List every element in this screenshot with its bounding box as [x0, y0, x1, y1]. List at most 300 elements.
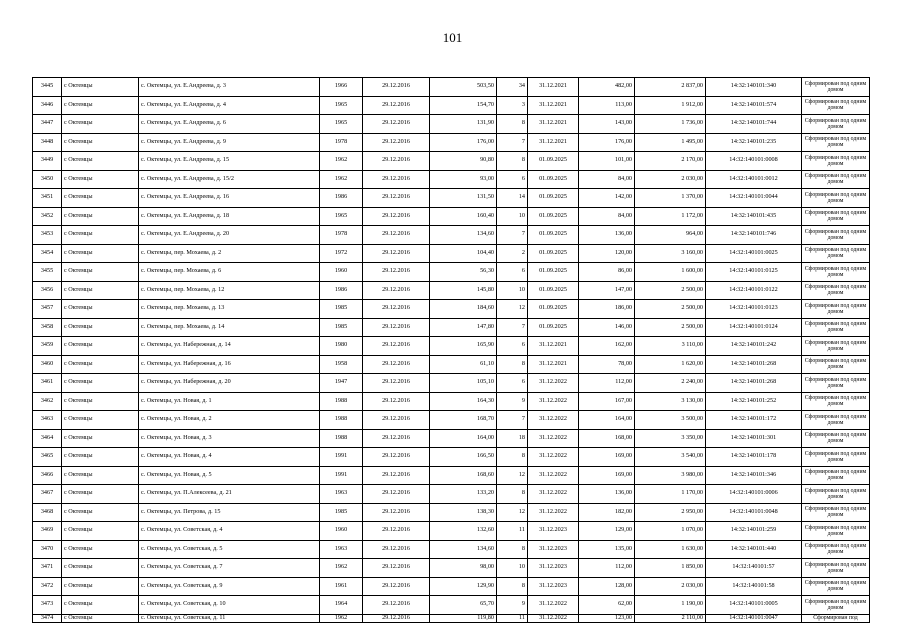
cell-cost: 3 130,00 — [635, 392, 706, 411]
cell-count: 12 — [497, 466, 528, 485]
cell-year: 1978 — [320, 226, 363, 245]
cell-note: Сформирован под одним домом — [802, 189, 870, 208]
cell-cost: 1 850,00 — [635, 559, 706, 578]
cell-cadastral: 14:32:140101:340 — [706, 78, 802, 97]
cell-area2: 182,00 — [579, 503, 635, 522]
cell-year: 1965 — [320, 115, 363, 134]
cell-id: 3463 — [33, 411, 62, 430]
cell-cost: 2 240,00 — [635, 374, 706, 393]
cell-area2: 169,00 — [579, 448, 635, 467]
cell-count: 6 — [497, 170, 528, 189]
cell-area: 119,80 — [430, 614, 497, 622]
cell-area: 98,00 — [430, 559, 497, 578]
cell-count: 34 — [497, 78, 528, 97]
cell-settlement: с Октемцы — [62, 559, 139, 578]
cell-settlement: с Октемцы — [62, 189, 139, 208]
cell-cost: 1 070,00 — [635, 522, 706, 541]
table-row — [33, 189, 870, 208]
cell-area: 65,70 — [430, 596, 497, 615]
cell-note: Сформирован под одним домом — [802, 337, 870, 356]
table-row — [33, 355, 870, 374]
cell-count: 9 — [497, 392, 528, 411]
cell-cost: 3 540,00 — [635, 448, 706, 467]
cell-area2: 84,00 — [579, 170, 635, 189]
cell-date: 29.12.2016 — [363, 374, 430, 393]
cell-year: 1963 — [320, 485, 363, 504]
cell-id: 3470 — [33, 540, 62, 559]
cell-date: 29.12.2016 — [363, 392, 430, 411]
cell-area: 129,90 — [430, 577, 497, 596]
cell-area: 168,70 — [430, 411, 497, 430]
cell-cadastral: 14:32:140101:574 — [706, 96, 802, 115]
cell-settlement: с Октемцы — [62, 392, 139, 411]
cell-cadastral: 14:32:140101:0008 — [706, 152, 802, 171]
cell-id: 3454 — [33, 244, 62, 263]
cell-note: Сформирован под одним домом — [802, 300, 870, 319]
cell-date: 29.12.2016 — [363, 429, 430, 448]
cell-note: Сформирован под одним домом — [802, 78, 870, 97]
cell-cadastral: 14:32:140101:0006 — [706, 485, 802, 504]
cell-settlement: с Октемцы — [62, 318, 139, 337]
cell-area: 176,00 — [430, 133, 497, 152]
cell-note: Сформирован под одним домом — [802, 411, 870, 430]
cell-date: 29.12.2016 — [363, 281, 430, 300]
cell-count: 12 — [497, 300, 528, 319]
cell-date: 29.12.2016 — [363, 78, 430, 97]
cell-deadline: 01.09.2025 — [528, 318, 579, 337]
cell-area: 132,60 — [430, 522, 497, 541]
cell-settlement: с Октемцы — [62, 355, 139, 374]
cell-year: 1991 — [320, 448, 363, 467]
cell-area: 131,50 — [430, 189, 497, 208]
cell-deadline: 01.09.2025 — [528, 263, 579, 282]
cell-count: 9 — [497, 596, 528, 615]
cell-note: Сформирован под одним домом — [802, 485, 870, 504]
cell-deadline: 01.09.2025 — [528, 207, 579, 226]
cell-date: 29.12.2016 — [363, 559, 430, 578]
cell-cadastral: 14:32:140101:440 — [706, 540, 802, 559]
cell-count: 3 — [497, 96, 528, 115]
cell-cost: 1 190,00 — [635, 596, 706, 615]
cell-note: Сформирован под одним домом — [802, 596, 870, 615]
table-row — [33, 300, 870, 319]
cell-date: 29.12.2016 — [363, 448, 430, 467]
cell-year: 1964 — [320, 596, 363, 615]
cell-note: Сформирован под одним домом — [802, 503, 870, 522]
cell-cadastral: 14:32:140101:746 — [706, 226, 802, 245]
cell-note: Сформирован под одним домом — [802, 263, 870, 282]
cell-address: с. Октемцы, ул. Новая, д. 2 — [139, 411, 320, 430]
table-row — [33, 133, 870, 152]
cell-area: 138,30 — [430, 503, 497, 522]
cell-address: с. Октемцы, ул. Советская, д. 5 — [139, 540, 320, 559]
cell-year: 1991 — [320, 466, 363, 485]
cell-note: Сформирован под одним домом — [802, 244, 870, 263]
cell-settlement: с Октемцы — [62, 244, 139, 263]
cell-year: 1962 — [320, 152, 363, 171]
cell-deadline: 31.12.2022 — [528, 466, 579, 485]
cell-area2: 186,00 — [579, 300, 635, 319]
table-row — [33, 244, 870, 263]
cell-note: Сформирован под одним домом — [802, 577, 870, 596]
cell-area2: 129,00 — [579, 522, 635, 541]
cell-deadline: 31.12.2021 — [528, 78, 579, 97]
cell-date: 29.12.2016 — [363, 466, 430, 485]
cell-id: 3469 — [33, 522, 62, 541]
cell-date: 29.12.2016 — [363, 577, 430, 596]
cell-cost: 2 110,00 — [635, 614, 706, 622]
cell-deadline: 31.12.2021 — [528, 115, 579, 134]
cell-address: с. Октемцы, ул. Е.Андреева, д. 15 — [139, 152, 320, 171]
cell-area2: 136,00 — [579, 226, 635, 245]
cell-address: с. Октемцы, пер. Мохаева, д. 12 — [139, 281, 320, 300]
cell-count: 8 — [497, 115, 528, 134]
cell-cadastral: 14:32:140101:0012 — [706, 170, 802, 189]
cell-count: 6 — [497, 263, 528, 282]
cell-address: с. Октемцы, ул. Советская, д. 11 — [139, 614, 320, 622]
cell-area2: 168,00 — [579, 429, 635, 448]
cell-area2: 101,00 — [579, 152, 635, 171]
cell-date: 29.12.2016 — [363, 300, 430, 319]
cell-deadline: 31.12.2023 — [528, 540, 579, 559]
cell-cost: 2 500,00 — [635, 318, 706, 337]
cell-settlement: с Октемцы — [62, 448, 139, 467]
cell-settlement: с Октемцы — [62, 466, 139, 485]
cell-area: 165,90 — [430, 337, 497, 356]
cell-area2: 164,00 — [579, 411, 635, 430]
cell-address: с. Октемцы, ул. П.Алексеева, д. 21 — [139, 485, 320, 504]
cell-settlement: с Октемцы — [62, 596, 139, 615]
cell-cadastral: 14:32:140101:57 — [706, 559, 802, 578]
cell-area: 134,60 — [430, 226, 497, 245]
cell-cadastral: 14:32:140101:0025 — [706, 244, 802, 263]
cell-year: 1960 — [320, 263, 363, 282]
cell-count: 10 — [497, 281, 528, 300]
cell-deadline: 31.12.2022 — [528, 392, 579, 411]
cell-cadastral: 14:32:140101:0122 — [706, 281, 802, 300]
cell-count: 11 — [497, 614, 528, 622]
cell-date: 29.12.2016 — [363, 115, 430, 134]
cell-settlement: с Октемцы — [62, 78, 139, 97]
table-row — [33, 263, 870, 282]
cell-settlement: с Октемцы — [62, 281, 139, 300]
cell-count: 11 — [497, 522, 528, 541]
cell-cost: 3 500,00 — [635, 411, 706, 430]
cell-id: 3462 — [33, 392, 62, 411]
cell-area2: 62,00 — [579, 596, 635, 615]
cell-area2: 123,00 — [579, 614, 635, 622]
cell-area2: 135,00 — [579, 540, 635, 559]
cell-cadastral: 14:32:140101:0005 — [706, 596, 802, 615]
cell-note: Сформирован под одним домом — [802, 207, 870, 226]
cell-id: 3452 — [33, 207, 62, 226]
cell-count: 8 — [497, 540, 528, 559]
cell-address: с. Октемцы, ул. Набережная, д. 14 — [139, 337, 320, 356]
cell-area: 164,00 — [430, 429, 497, 448]
cell-settlement: с Октемцы — [62, 485, 139, 504]
cell-area2: 112,00 — [579, 374, 635, 393]
cell-year: 1962 — [320, 614, 363, 622]
cell-cadastral: 14:32:140101:0123 — [706, 300, 802, 319]
cell-deadline: 31.12.2023 — [528, 559, 579, 578]
cell-year: 1985 — [320, 503, 363, 522]
cell-count: 8 — [497, 355, 528, 374]
cell-count: 10 — [497, 559, 528, 578]
cell-settlement: с Октемцы — [62, 115, 139, 134]
cell-date: 29.12.2016 — [363, 263, 430, 282]
cell-note: Сформирован под одним домом — [802, 115, 870, 134]
cell-count: 6 — [497, 374, 528, 393]
cell-cost: 1 912,00 — [635, 96, 706, 115]
cell-year: 1962 — [320, 559, 363, 578]
cell-deadline: 31.12.2021 — [528, 337, 579, 356]
cell-id: 3453 — [33, 226, 62, 245]
cell-deadline: 31.12.2022 — [528, 596, 579, 615]
cell-deadline: 01.09.2025 — [528, 300, 579, 319]
cell-settlement: с Октемцы — [62, 374, 139, 393]
cell-date: 29.12.2016 — [363, 503, 430, 522]
cell-address: с. Октемцы, ул. Советская, д. 7 — [139, 559, 320, 578]
cell-area2: 78,00 — [579, 355, 635, 374]
cell-note: Сформирован под — [802, 614, 870, 622]
cell-year: 1972 — [320, 244, 363, 263]
table-row — [33, 540, 870, 559]
cell-area: 168,60 — [430, 466, 497, 485]
cell-area: 104,40 — [430, 244, 497, 263]
table-row — [33, 207, 870, 226]
cell-address: с. Октемцы, ул. Новая, д. 5 — [139, 466, 320, 485]
cell-count: 6 — [497, 337, 528, 356]
cell-count: 7 — [497, 411, 528, 430]
cell-date: 29.12.2016 — [363, 96, 430, 115]
table-row — [33, 411, 870, 430]
cell-id: 3455 — [33, 263, 62, 282]
cell-count: 2 — [497, 244, 528, 263]
table-body — [33, 78, 870, 623]
cell-cadastral: 14:32:140101:0044 — [706, 189, 802, 208]
cell-cadastral: 14:32:140101:252 — [706, 392, 802, 411]
cell-date: 29.12.2016 — [363, 596, 430, 615]
cell-area2: 176,00 — [579, 133, 635, 152]
cell-area2: 167,00 — [579, 392, 635, 411]
cell-count: 8 — [497, 577, 528, 596]
table-row — [33, 448, 870, 467]
cell-area: 160,40 — [430, 207, 497, 226]
cell-year: 1988 — [320, 429, 363, 448]
cell-settlement: с Октемцы — [62, 337, 139, 356]
cell-note: Сформирован под одним домом — [802, 133, 870, 152]
table-row — [33, 78, 870, 97]
cell-year: 1988 — [320, 411, 363, 430]
cell-id: 3458 — [33, 318, 62, 337]
cell-cost: 3 160,00 — [635, 244, 706, 263]
cell-address: с. Октемцы, ул. Новая, д. 4 — [139, 448, 320, 467]
cell-year: 1947 — [320, 374, 363, 393]
cell-area2: 128,00 — [579, 577, 635, 596]
cell-id: 3447 — [33, 115, 62, 134]
cell-year: 1986 — [320, 189, 363, 208]
cell-year: 1986 — [320, 281, 363, 300]
cell-address: с. Октемцы, ул. Набережная, д. 20 — [139, 374, 320, 393]
cell-area: 105,10 — [430, 374, 497, 393]
cell-cost: 2 030,00 — [635, 577, 706, 596]
cell-area2: 136,00 — [579, 485, 635, 504]
cell-note: Сформирован под одним домом — [802, 281, 870, 300]
cell-id: 3449 — [33, 152, 62, 171]
cell-id: 3467 — [33, 485, 62, 504]
cell-date: 29.12.2016 — [363, 355, 430, 374]
cell-deadline: 31.12.2022 — [528, 485, 579, 504]
cell-id: 3451 — [33, 189, 62, 208]
cell-year: 1963 — [320, 540, 363, 559]
cell-area: 147,80 — [430, 318, 497, 337]
cell-note: Сформирован под одним домом — [802, 392, 870, 411]
cell-cost: 2 170,00 — [635, 152, 706, 171]
table-row — [33, 96, 870, 115]
cell-cost: 2 837,00 — [635, 78, 706, 97]
cell-date: 29.12.2016 — [363, 614, 430, 622]
cell-date: 29.12.2016 — [363, 411, 430, 430]
cell-area: 503,50 — [430, 78, 497, 97]
cell-date: 29.12.2016 — [363, 170, 430, 189]
cell-cost: 2 950,00 — [635, 503, 706, 522]
cell-id: 3471 — [33, 559, 62, 578]
cell-deadline: 31.12.2023 — [528, 522, 579, 541]
cell-cadastral: 14:32:140101:235 — [706, 133, 802, 152]
cell-date: 29.12.2016 — [363, 318, 430, 337]
cell-area: 93,00 — [430, 170, 497, 189]
cell-settlement: с Октемцы — [62, 152, 139, 171]
cell-area2: 112,00 — [579, 559, 635, 578]
cell-year: 1988 — [320, 392, 363, 411]
table-row — [33, 466, 870, 485]
table-row — [33, 392, 870, 411]
cell-settlement: с Октемцы — [62, 411, 139, 430]
cell-cost: 1 172,00 — [635, 207, 706, 226]
cell-id: 3461 — [33, 374, 62, 393]
cell-note: Сформирован под одним домом — [802, 374, 870, 393]
cell-settlement: с Октемцы — [62, 540, 139, 559]
cell-count: 8 — [497, 152, 528, 171]
housing-table — [32, 77, 870, 623]
cell-note: Сформирован под одним домом — [802, 448, 870, 467]
cell-year: 1978 — [320, 133, 363, 152]
cell-year: 1960 — [320, 522, 363, 541]
cell-cadastral: 14:32:140101:0125 — [706, 263, 802, 282]
cell-year: 1985 — [320, 318, 363, 337]
table-row — [33, 429, 870, 448]
cell-cadastral: 14:32:140101:178 — [706, 448, 802, 467]
cell-deadline: 31.12.2022 — [528, 503, 579, 522]
cell-area: 131,90 — [430, 115, 497, 134]
cell-area2: 84,00 — [579, 207, 635, 226]
cell-address: с. Октемцы, пер. Мохаева, д. 2 — [139, 244, 320, 263]
cell-cadastral: 14:32:140101:259 — [706, 522, 802, 541]
cell-area2: 120,00 — [579, 244, 635, 263]
cell-address: с. Октемцы, ул. Новая, д. 1 — [139, 392, 320, 411]
table-row — [33, 152, 870, 171]
cell-count: 14 — [497, 189, 528, 208]
cell-address: с. Октемцы, пер. Мохаева, д. 6 — [139, 263, 320, 282]
cell-address: с. Октемцы, ул. Новая, д. 3 — [139, 429, 320, 448]
table-row — [33, 318, 870, 337]
cell-count: 7 — [497, 226, 528, 245]
cell-id: 3474 — [33, 614, 62, 622]
cell-cost: 1 630,00 — [635, 540, 706, 559]
cell-note: Сформирован под одним домом — [802, 559, 870, 578]
cell-date: 29.12.2016 — [363, 226, 430, 245]
cell-cost: 3 980,00 — [635, 466, 706, 485]
cell-cadastral: 14:32:140101:242 — [706, 337, 802, 356]
cell-area2: 162,00 — [579, 337, 635, 356]
cell-note: Сформирован под одним домом — [802, 540, 870, 559]
cell-settlement: с Октемцы — [62, 522, 139, 541]
cell-deadline: 31.12.2022 — [528, 614, 579, 622]
cell-id: 3457 — [33, 300, 62, 319]
cell-id: 3465 — [33, 448, 62, 467]
cell-cost: 2 030,00 — [635, 170, 706, 189]
cell-area2: 146,00 — [579, 318, 635, 337]
cell-cost: 1 620,00 — [635, 355, 706, 374]
table-row — [33, 281, 870, 300]
cell-area: 145,80 — [430, 281, 497, 300]
cell-deadline: 01.09.2025 — [528, 189, 579, 208]
cell-area: 154,70 — [430, 96, 497, 115]
cell-deadline: 31.12.2021 — [528, 133, 579, 152]
cell-cadastral: 14:32:140101:172 — [706, 411, 802, 430]
cell-address: с. Октемцы, ул. Е.Андреева, д. 16 — [139, 189, 320, 208]
cell-deadline: 01.09.2025 — [528, 170, 579, 189]
cell-cadastral: 14:32:140101:346 — [706, 466, 802, 485]
cell-cost: 2 500,00 — [635, 281, 706, 300]
cell-area2: 143,00 — [579, 115, 635, 134]
cell-area2: 482,00 — [579, 78, 635, 97]
cell-area: 61,10 — [430, 355, 497, 374]
cell-settlement: с Октемцы — [62, 429, 139, 448]
cell-id: 3472 — [33, 577, 62, 596]
cell-area: 166,50 — [430, 448, 497, 467]
cell-settlement: с Октемцы — [62, 300, 139, 319]
cell-address: с. Октемцы, ул. Е.Андреева, д. 20 — [139, 226, 320, 245]
cell-note: Сформирован под одним домом — [802, 429, 870, 448]
cell-cadastral: 14:32:140101:268 — [706, 374, 802, 393]
cell-cost: 1 600,00 — [635, 263, 706, 282]
cell-address: с. Октемцы, ул. Петрова, д. 15 — [139, 503, 320, 522]
cell-area2: 86,00 — [579, 263, 635, 282]
cell-cadastral: 14:32:140101:0124 — [706, 318, 802, 337]
table-row — [33, 170, 870, 189]
cell-cost: 1 370,00 — [635, 189, 706, 208]
cell-settlement: с Октемцы — [62, 577, 139, 596]
cell-settlement: с Октемцы — [62, 263, 139, 282]
cell-date: 29.12.2016 — [363, 485, 430, 504]
cell-year: 1962 — [320, 170, 363, 189]
cell-area: 184,60 — [430, 300, 497, 319]
cell-address: с. Октемцы, ул. Е.Андреева, д. 4 — [139, 96, 320, 115]
table-row — [33, 503, 870, 522]
cell-deadline: 01.09.2025 — [528, 281, 579, 300]
page-number: 101 — [442, 30, 463, 45]
table-row — [33, 337, 870, 356]
cell-id: 3460 — [33, 355, 62, 374]
cell-cost: 3 350,00 — [635, 429, 706, 448]
cell-note: Сформирован под одним домом — [802, 466, 870, 485]
table-row — [33, 577, 870, 596]
cell-count: 18 — [497, 429, 528, 448]
cell-date: 29.12.2016 — [363, 522, 430, 541]
cell-cadastral: 14:32:140101:744 — [706, 115, 802, 134]
cell-address: с. Октемцы, пер. Мохаева, д. 14 — [139, 318, 320, 337]
